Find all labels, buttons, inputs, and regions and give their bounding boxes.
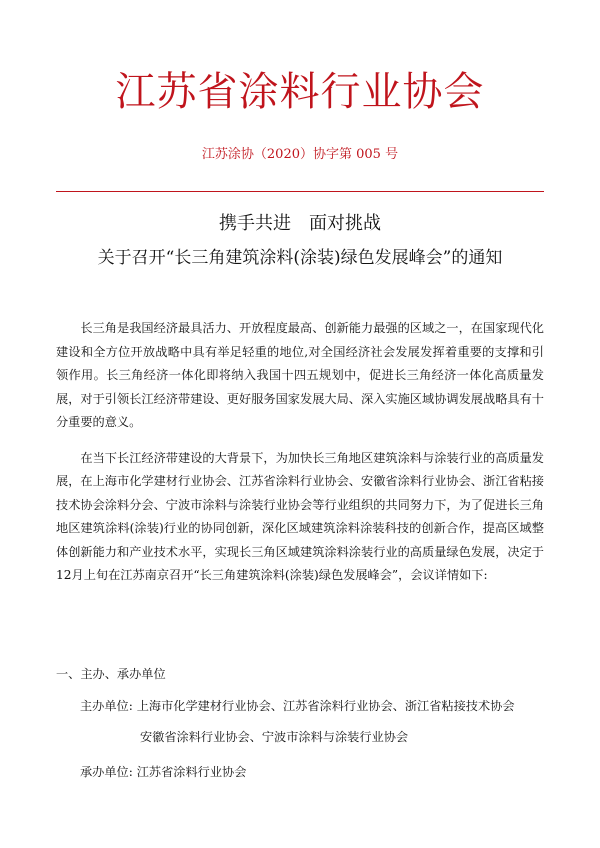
body-paragraph-2: 在当下长江经济带建设的大背景下，为加快长三角地区建筑涂料与涂装行业的高质量发展，在上海市化学建材行业协会、江苏省涂料行业协会、安徽省涂料行业协会、浙江省粘接技术协会涂料分会、宁波市涂料与涂装行业协会等行业组织的共同努力下，为了促进长三角地区建筑涂料(涂装)行业的协同创新，深化区域建筑涂料涂装科技的创新合作，提高区域整体创新能力和产业技术水平，实现长三角区域建筑涂料涂装行业的高质量绿色发展，决定于 12月上旬在江苏南京召开“长三角建筑涂料(涂装)绿色发展峰会”，会议详情如下: (56, 450, 544, 582)
organizer-row-continued (140, 727, 408, 747)
organizer-list-line-1: 上海市化学建材行业协会、江苏省涂料行业协会、浙江省粘接技术协会 (136, 699, 515, 713)
document-number: 江苏涂协（2020）协字第 005 号 (201, 147, 399, 162)
organizer-label: 主办单位: (80, 699, 133, 713)
body-paragraph-1: 长三角是我国经济最具活力、开放程度最高、创新能力最强的区域之一，在国家现代化建设和全方位开放战略中具有举足轻重的地位,对全国经济社会发展发挥着重要的支撑和引领作用。长三角经济一体化即将纳入我国十四五规划中，促进长三角经济一体化高质量发展，对于引领长江经济带建设、更好服务国家发展大局、深入实施区域协调发展战略具有十分重要的意义。 (56, 321, 544, 429)
host-row (80, 762, 246, 782)
organizer-row (80, 696, 515, 716)
section-heading-organizers: 一、主办、承办单位 (56, 667, 166, 681)
organizer-list-line-2: 安徽省涂料行业协会、宁波市涂料与涂装行业协会 (140, 730, 409, 744)
notice-title-line-1: 携手共进 面对挑战 (219, 213, 381, 234)
header-divider (56, 191, 544, 192)
notice-body (56, 317, 544, 588)
organization-title: 江苏省涂料行业协会 (115, 69, 485, 115)
host-value: 江苏省涂料行业协会 (136, 765, 247, 779)
host-label: 承办单位: (80, 765, 133, 779)
notice-title-line-2: 关于召开“长三角建筑涂料(涂装)绿色发展峰会”的通知 (97, 248, 503, 268)
